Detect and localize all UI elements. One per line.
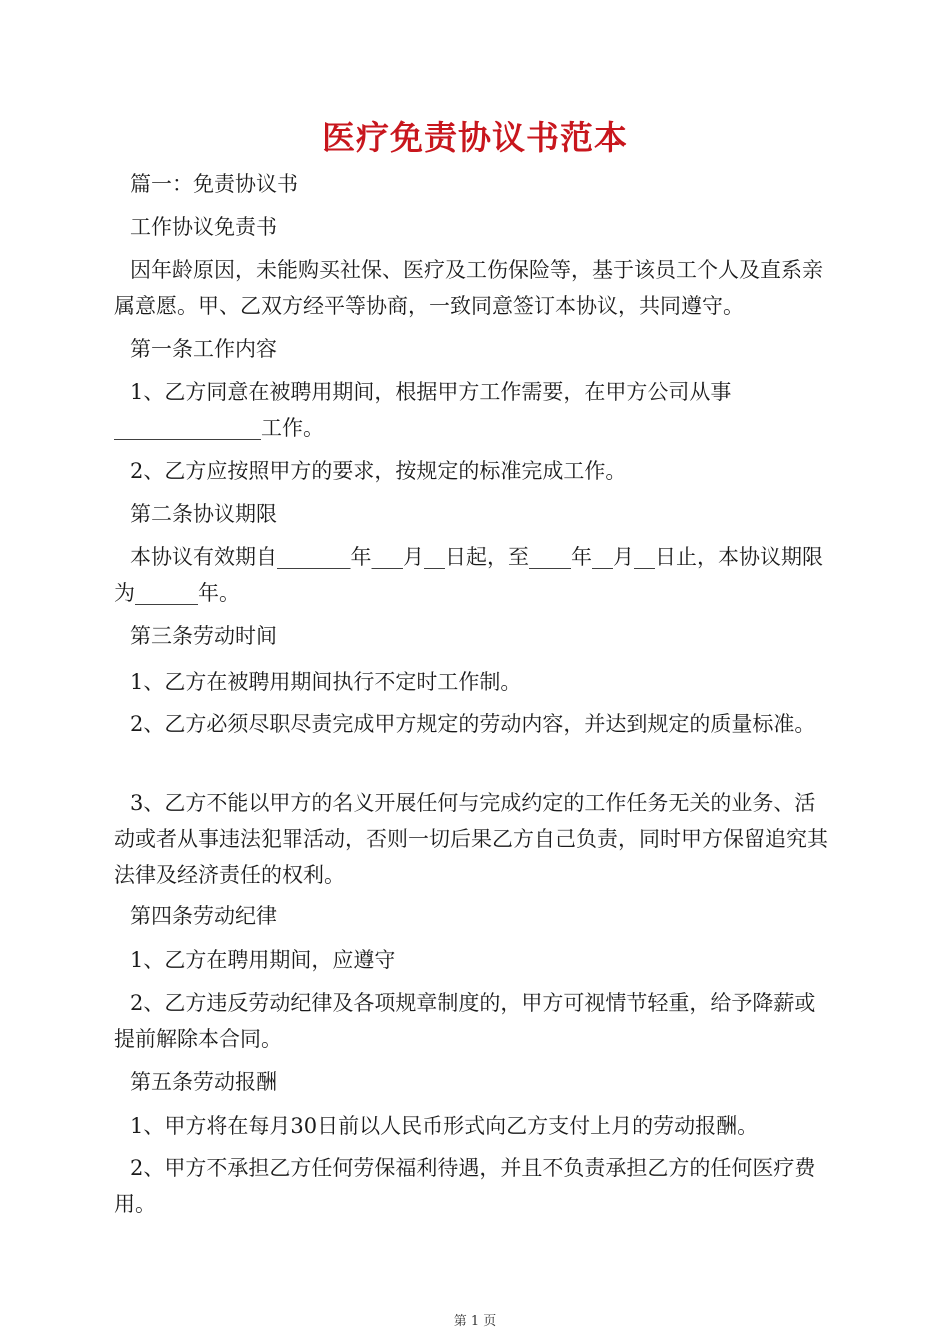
article-heading: 第五条劳动报酬 <box>130 1070 277 1094</box>
paragraph: 2、甲方不承担乙方任何劳保福利待遇，并且不负责承担乙方的任何医疗费用。 <box>114 1156 816 1216</box>
paragraph: 本协议有效期自_______年___月__日起，至____年__月__日止，本协议期限为______年。 <box>114 545 823 605</box>
article-heading: 第三条劳动时间 <box>130 624 277 648</box>
paragraph: 因年龄原因，未能购买社保、医疗及工伤保险等，基于该员工个人及直系亲属意愿。甲、乙双方经平等协商，一致同意签订本协议，共同遵守。 <box>114 258 823 318</box>
page-number: 第 1 页 <box>453 1314 497 1329</box>
article-heading: 第一条工作内容 <box>130 337 277 361</box>
paragraph: 1、乙方同意在被聘用期间，根据甲方工作需要，在甲方公司从事______________工作。 <box>114 380 732 440</box>
subtitle: 工作协议免责书 <box>130 215 277 239</box>
paragraph: 2、乙方应按照甲方的要求，按规定的标准完成工作。 <box>130 459 627 483</box>
paragraph: 2、乙方必须尽职尽责完成甲方规定的劳动内容，并达到规定的质量标准。 <box>130 712 816 736</box>
paragraph: 3、乙方不能以甲方的名义开展任何与完成约定的工作任务无关的业务、活动或者从事违法犯罪活动，否则一切后果乙方自己负责，同时甲方保留追究其法律及经济责任的权利。 <box>114 791 828 887</box>
article-heading: 第二条协议期限 <box>130 502 277 526</box>
paragraph: 2、乙方违反劳动纪律及各项规章制度的，甲方可视情节轻重，给予降薪或提前解除本合同。 <box>114 991 816 1051</box>
document-title: 医疗免责协议书范本 <box>322 118 628 157</box>
paragraph: 1、甲方将在每月30日前以人民币形式向乙方支付上月的劳动报酬。 <box>130 1114 759 1138</box>
paragraph: 1、乙方在被聘用期间执行不定时工作制。 <box>130 670 522 694</box>
paragraph: 1、乙方在聘用期间，应遵守 <box>130 948 396 972</box>
article-heading: 第四条劳动纪律 <box>130 904 277 928</box>
section-heading: 篇一：免责协议书 <box>130 172 298 196</box>
